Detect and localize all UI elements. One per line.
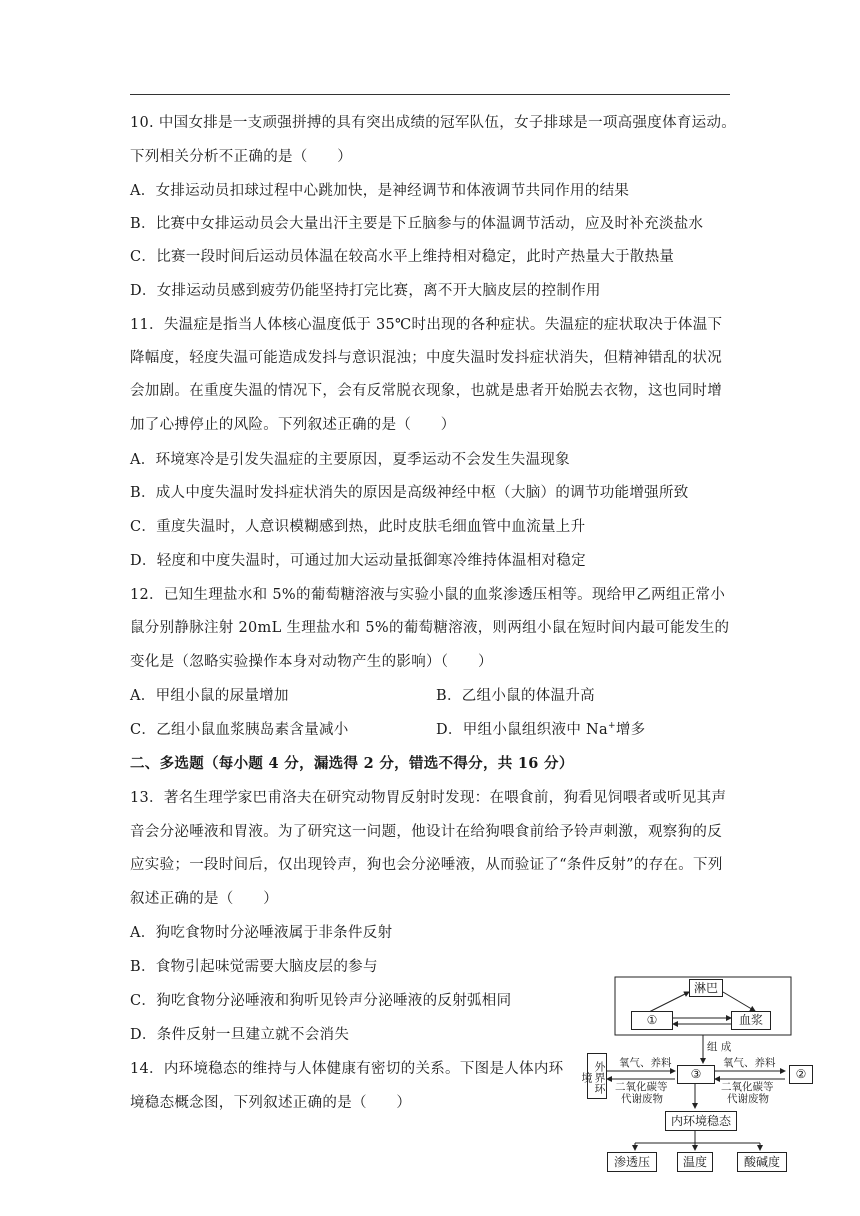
q13-stem-line3: 应实验；一段时间后，仅出现铃声，狗也会分泌唾液，从而验证了“条件反射”的存在。下列 [130, 857, 723, 873]
right-oxygen-nutrients-label: 氧气、养料 [723, 1057, 776, 1069]
compose-label: 组 成 [707, 1041, 732, 1053]
q13-option-b: B．食物引起味觉需要大脑皮层的参与 [130, 959, 378, 975]
q12-stem-line3: 变化是（忽略实验操作本身对动物产生的影响）（ ） [130, 654, 493, 670]
q11-stem-line2: 降幅度，轻度失温可能造成发抖与意识混浊；中度失温时发抖症状消失，但精神错乱的状况 [130, 350, 722, 366]
q12-option-b: B．乙组小鼠的体温升高 [436, 688, 595, 704]
lymph-box: 淋巴 [689, 979, 723, 997]
outside-environment-box: 外界环境 [587, 1053, 607, 1099]
q11-stem-line4: 加了心搏停止的风险。下列叙述正确的是（ ） [130, 417, 456, 433]
right-co2-label: 二氧化碳等 [721, 1081, 774, 1093]
plasma-box: 血浆 [731, 1011, 771, 1030]
left-waste-label: 代谢废物 [621, 1093, 663, 1105]
q11-option-d: D．轻度和中度失温时，可通过加大运动量抵御寒冷维持体温相对稳定 [130, 553, 586, 569]
node-3-box: ③ [677, 1065, 715, 1084]
q10-option-d: D．女排运动员感到疲劳仍能坚持打完比赛，离不开大脑皮层的控制作用 [130, 283, 601, 299]
q12-stem-line2: 鼠分别静脉注射 20mL 生理盐水和 5%的葡萄糖溶液，则两组小鼠在短时间内最可能发生的 [130, 620, 730, 636]
q11-stem-line1: 11．失温症是指当人体核心温度低于 35℃时出现的各种症状。失温症的症状取决于体温下 [130, 317, 723, 333]
q13-stem-line1: 13．著名生理学家巴甫洛夫在研究动物胃反射时发现：在喂食前，狗看见饲喂者或听见其声 [130, 790, 727, 806]
q12-stem-line1: 12．已知生理盐水和 5%的葡萄糖溶液与实验小鼠的血浆渗透压相等。现给甲乙两组正常小 [130, 587, 726, 603]
q11-stem-line3: 会加剧。在重度失温的情况下，会有反常脱衣现象，也就是患者开始脱去衣物，这也同时增 [130, 383, 722, 399]
q10-option-a: A．女排运动员扣球过程中心跳加快，是神经调节和体液调节共同作用的结果 [130, 183, 630, 199]
q13-option-d: D．条件反射一旦建立就不会消失 [130, 1027, 350, 1043]
q10-stem-line2: 下列相关分析不正确的是（ ） [130, 149, 352, 165]
q11-option-c: C．重度失温时，人意识模糊感到热，此时皮肤毛细血管中血流量上升 [130, 519, 586, 535]
ph-box: 酸碱度 [737, 1152, 787, 1172]
q11-option-a: A．环境寒冷是引发失温症的主要原因，夏季运动不会发生失温现象 [130, 452, 570, 468]
q14-stem-line2: 境稳态概念图，下列叙述正确的是（ ） [130, 1095, 412, 1111]
temperature-box: 温度 [677, 1152, 713, 1172]
homeostasis-box: 内环境稳态 [665, 1111, 737, 1131]
q10-option-c: C．比赛一段时间后运动员体温在较高水平上维持相对稳定，此时产热量大于散热量 [130, 249, 675, 265]
homeostasis-diagram [580, 975, 815, 1175]
q12-option-a: A．甲组小鼠的尿量增加 [130, 688, 289, 704]
osmotic-pressure-box: 渗透压 [607, 1152, 657, 1172]
q13-option-a: A．狗吃食物时分泌唾液属于非条件反射 [130, 925, 393, 941]
q12-option-c: C．乙组小鼠血浆胰岛素含量减小 [130, 722, 349, 738]
q13-stem-line4: 叙述正确的是（ ） [130, 891, 278, 907]
q12-option-d: D．甲组小鼠组织液中 Na+增多 [436, 721, 646, 738]
node-2-box: ② [789, 1065, 813, 1084]
q10-stem-line1: 10. 中国女排是一支顽强拼搏的具有突出成绩的冠军队伍，女子排球是一项高强度体育运动。 [130, 115, 737, 131]
q13-stem-line2: 音会分泌唾液和胃液。为了研究这一问题，他设计在给狗喂食前给予铃声刺激，观察狗的反 [130, 824, 722, 840]
header-rule [130, 94, 730, 95]
node-1-box: ① [631, 1011, 673, 1030]
left-co2-label: 二氧化碳等 [615, 1081, 668, 1093]
q11-option-b: B．成人中度失温时发抖症状消失的原因是高级神经中枢（大脑）的调节功能增强所致 [130, 485, 689, 501]
q13-option-c: C．狗吃食物分泌唾液和狗听见铃声分泌唾液的反射弧相同 [130, 993, 512, 1009]
left-oxygen-nutrients-label: 氧气、养料 [619, 1057, 672, 1069]
q10-option-b: B．比赛中女排运动员会大量出汗主要是下丘脑参与的体温调节活动，应及时补充淡盐水 [130, 216, 704, 232]
q14-stem-line1: 14．内环境稳态的维持与人体健康有密切的关系。下图是人体内环 [130, 1061, 564, 1077]
right-waste-label: 代谢废物 [727, 1093, 769, 1105]
section-2-heading: 二、多选题（每小题 4 分，漏选得 2 分，错选不得分，共 16 分） [130, 755, 574, 772]
